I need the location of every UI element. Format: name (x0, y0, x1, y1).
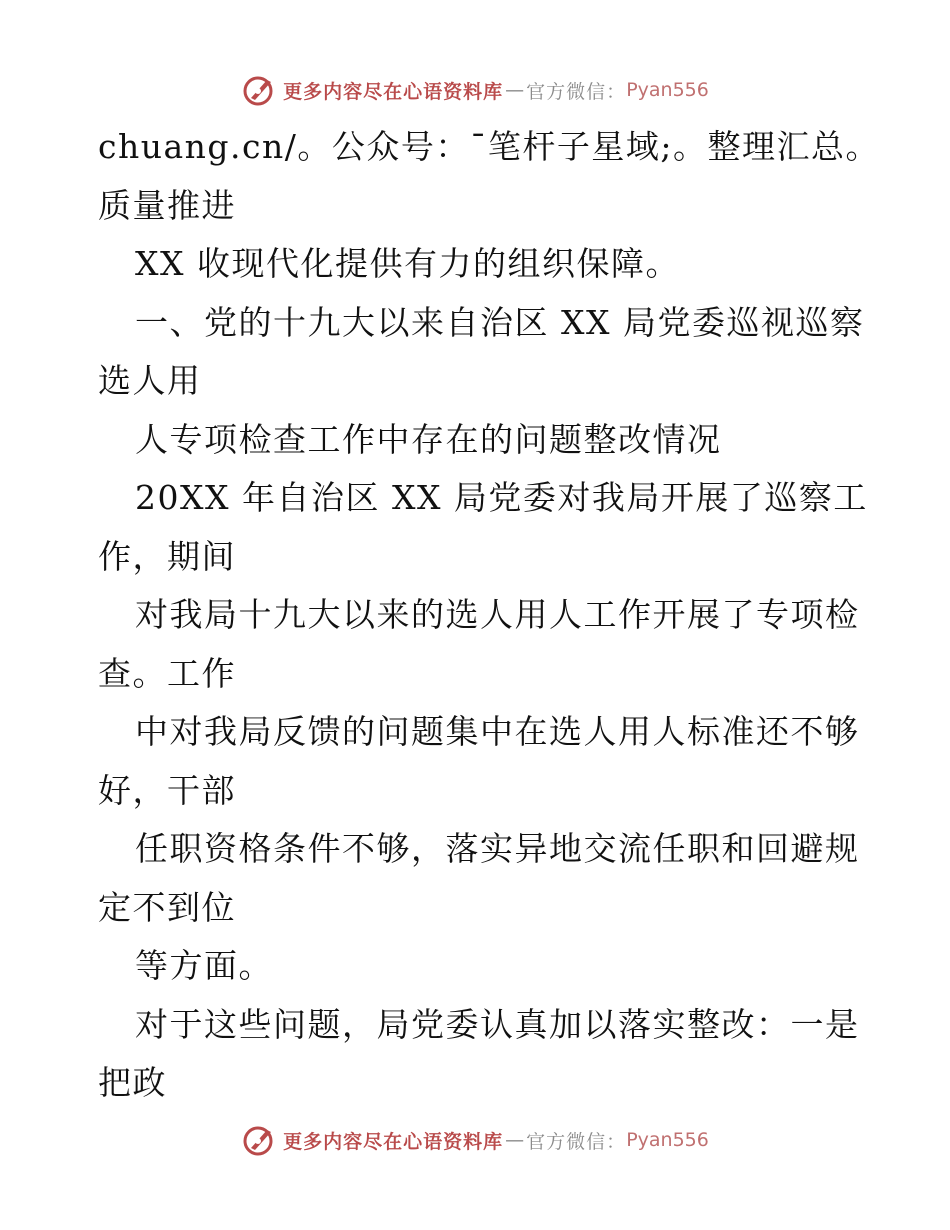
text-line: chuang.cn/。公众号：¯笔杆子星域;。整理汇总。 (98, 127, 881, 166)
header-wechat-id: Pyan556 (626, 79, 709, 101)
text-line: 质量推进 (98, 185, 236, 225)
text-line: 对于这些问题，局党委认真加以落实整改：一是 (135, 1004, 860, 1044)
text-line: 中对我局反馈的问题集中在选人用人标准还不够 (135, 712, 860, 751)
text-line: 查。工作 (98, 653, 236, 693)
text-line: 20XX 年自治区 XX 局党委对我局开展了巡察工 (135, 478, 868, 517)
text-line: 定不到位 (98, 887, 236, 927)
footer-brand-text: 更多内容尽在心语资料库 (283, 1130, 504, 1153)
text-line: XX 收现代化提供有力的组织保障。 (135, 244, 680, 283)
footer-dash: — (505, 1129, 525, 1151)
section-heading-line: 一、党的十九大以来自治区 XX 局党委巡视巡察 (135, 302, 865, 342)
text-line: 作，期间 (98, 536, 236, 576)
header-wechat-label: 官方微信： (526, 80, 627, 103)
text-line: 对我局十九大以来的选人用人工作开展了专项检 (135, 595, 860, 634)
pen-logo-icon (241, 1122, 277, 1158)
header-brand-text: 更多内容尽在心语资料库 (283, 80, 504, 103)
text-line: 等方面。 (135, 946, 273, 985)
footer-wechat-id: Pyan556 (626, 1129, 709, 1151)
text-line: 把政 (98, 1063, 167, 1102)
text-line: 选人用 (98, 361, 202, 400)
text-line: 好，干部 (98, 770, 236, 810)
document-body (98, 118, 881, 1113)
footer-watermark-banner (0, 1120, 950, 1160)
text-line: 人专项检查工作中存在的问题整改情况 (135, 419, 722, 459)
text-line: 任职资格条件不够，落实异地交流任职和回避规 (135, 829, 860, 868)
header-watermark-banner (0, 70, 950, 110)
header-dash: — (505, 79, 525, 101)
pen-logo-icon (241, 72, 277, 108)
footer-wechat-label: 官方微信： (526, 1130, 627, 1153)
